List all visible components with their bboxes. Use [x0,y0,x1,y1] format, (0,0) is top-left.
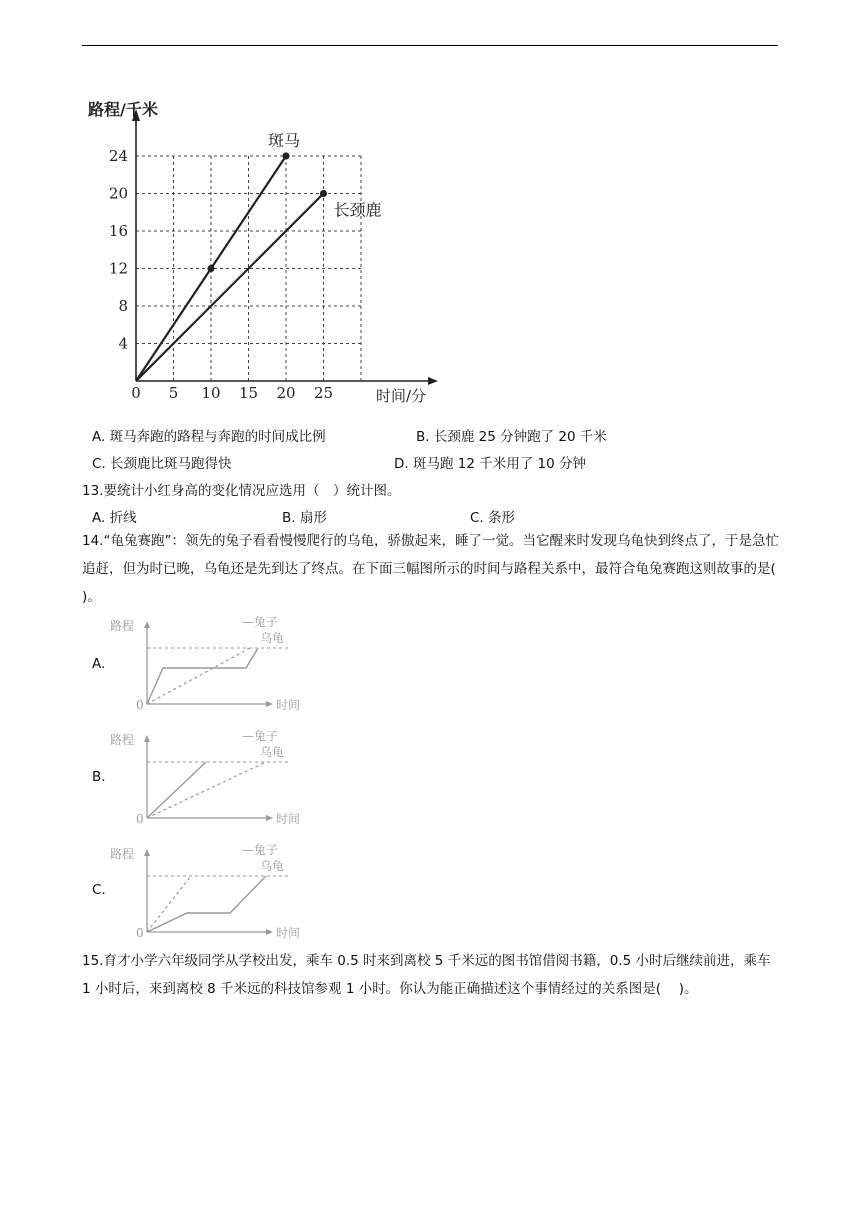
q14-option-c-label[interactable]: C. [92,882,106,898]
data-point [282,152,289,159]
q15-stem: 15.育才小学六年级同学从学校出发，乘车 0.5 时来到离校 5 千米远的图书馆借阅书籍，0.5 小时后继续前进，乘车 1 小时后，来到离校 8 千米远的科技馆参观 1 小时。你认为能正确描述这个事情经过的关系图是( )。 [82,953,771,997]
mini-legend-rabbit: —兔子 [242,843,279,857]
x-tick-label: 10 [201,384,221,402]
q13-stem: 13.要统计小红身高的变化情况应选用（ ）统计图。 [82,483,401,499]
series-label: 斑马 [268,131,301,150]
mini-legend-turtle: 乌龟 [260,859,285,873]
header-rule [82,45,778,46]
data-point [207,265,214,272]
rabbit-line [147,762,206,818]
mini-y-label: 路程 [110,619,135,633]
y-tick-label: 12 [108,259,128,278]
mini-x-label: 时间 [276,926,301,940]
rabbit-line [147,876,266,932]
q12-option-a[interactable]: A. 斑马奔跑的路程与奔跑的时间成比例 [92,429,326,445]
q14-option-a-graph[interactable] [100,612,310,716]
x-axis-label: 时间/分 [376,387,427,405]
mini-legend-rabbit: —兔子 [242,615,279,629]
mini-x-arrow [266,815,273,821]
q13-option-b[interactable]: B. 扇形 [282,510,327,526]
q12-option-d[interactable]: D. 斑马跑 12 千米用了 10 分钟 [394,456,586,472]
turtle-line [147,648,250,704]
mini-y-arrow [144,735,150,742]
y-tick-label: 24 [108,147,128,165]
x-tick-label: 25 [313,384,334,402]
y-axis-label: 路程/千米 [88,100,158,119]
y-tick-label: 4 [118,334,128,353]
y-tick-label: 8 [118,297,128,315]
q13-option-c[interactable]: C. 条形 [470,510,516,526]
data-point [320,190,327,197]
y-tick-label: 16 [108,222,128,240]
x-tick-label: 0 [131,384,141,402]
x-tick-label: 15 [238,384,259,402]
mini-origin: 0 [136,698,144,712]
mini-legend-turtle: 乌龟 [260,631,285,645]
q14-option-b-graph[interactable] [100,726,310,830]
turtle-line [147,876,191,932]
mini-legend-rabbit: —兔子 [242,729,279,743]
x-tick-label: 5 [168,384,179,402]
q14-option-a-label[interactable]: A. [92,656,106,672]
q13-option-a[interactable]: A. 折线 [92,510,137,526]
mini-x-arrow [266,701,273,707]
y-tick-label: 20 [108,184,128,203]
series-line-1 [136,194,324,382]
mini-y-arrow [144,849,150,856]
mini-y-label: 路程 [110,847,135,861]
mini-legend-turtle: 乌龟 [260,745,285,759]
q14-option-c-graph[interactable] [100,840,310,944]
mini-y-label: 路程 [110,733,135,747]
mini-origin: 0 [136,926,144,940]
mini-y-arrow [144,621,150,628]
distance-time-chart [82,95,452,415]
turtle-line [147,762,266,818]
x-tick-label: 20 [276,384,296,402]
mini-x-label: 时间 [276,698,301,712]
q12-option-b[interactable]: B. 长颈鹿 25 分钟跑了 20 千米 [416,429,607,445]
mini-x-arrow [266,929,273,935]
x-axis-arrow [428,377,438,385]
mini-x-label: 时间 [276,812,301,826]
mini-origin: 0 [136,812,144,826]
q14-stem: 14.“龟兔赛跑”：领先的兔子看看慢慢爬行的乌龟，骄傲起来，睡了一觉。当它醒来时发现乌龟快到终点了，于是急忙追赶，但为时已晚，乌龟还是先到达了终点。在下面三幅图所示的时间与路程关系中，最符合龟兔赛跑这则故事的是( )。 [82,533,794,605]
q14-option-b-label[interactable]: B. [92,769,106,785]
q12-option-c[interactable]: C. 长颈鹿比斑马跑得快 [92,456,232,472]
series-label: 长颈鹿 [333,200,382,220]
